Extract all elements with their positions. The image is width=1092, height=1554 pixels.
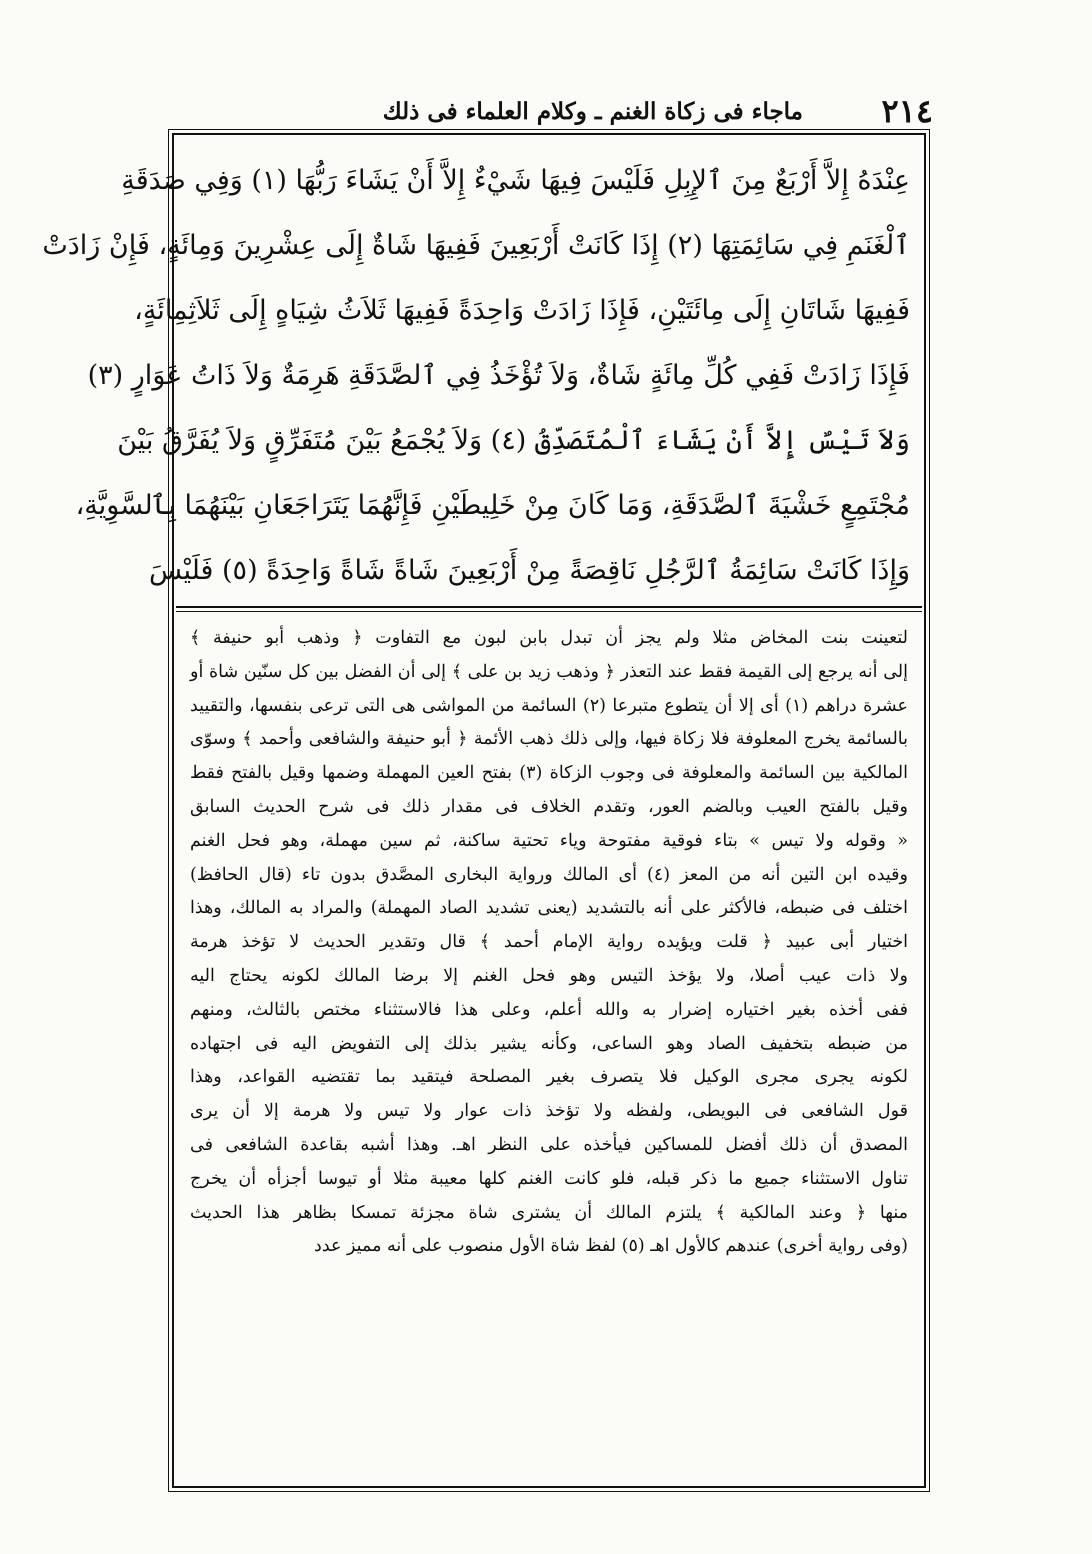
- footnote-line: وقيده ابن التين أنه من المعز (٤) أى المالك ورواية البخارى المصَّدق بدون تاء (قال الحافظ): [190, 864, 908, 885]
- hadith-line: ٱلْغَنَمِ فِي سَائِمَتِهَا (٢) إِذَا كَانَتْ أَرْبَعِينَ فَفِيهَا شَاةٌ إِلَى عِشْرِينَ وَمِائَةٍ، فَإِنْ زَادَتْ: [42, 230, 910, 261]
- footnote-line: إلى أنه يرجع إلى القيمة فقط عند التعذر ﴿ وذهب زيد بن على ﴾ إلى أن الفضل بين كل سنّين شاة أو: [190, 661, 908, 682]
- footnote-line: تناول الاستثناء جميع ما ذكر قبله، فلو كانت الغنم كلها معيبة مثلا أو تيوسا أجزأه أن يخرج: [190, 1168, 908, 1189]
- hadith-line: مُجْتَمِعٍ خَشْيَةَ ٱلصَّدَقَةِ، وَمَا كَانَ مِنْ خَلِيطَيْنِ فَإِنَّهُمَا يَتَرَاجَعَانِ بَيْنَهُمَا بِٱلسَّوِيَّةِ،: [75, 490, 910, 521]
- footnote-line: وقيل بالفتح العيب وبالضم العور، وتقدم الخلاف فى مقدار ذلك فى شرح الحديث السابق: [190, 796, 908, 817]
- hadith-line: عِنْدَهُ إِلاَّ أَرْبَعٌ مِنَ ٱلإِبِلِ فَلَيْسَ فِيهَا شَيْءٌ إِلاَّ أَنْ يَشَاءَ رَبُّهَا (١) وَفِي صَدَقَةِ: [121, 165, 910, 196]
- hadith-line: وَلاَ تَيْسٌ إِلاَّ أَنْ يَشَاءَ ٱلْمُتَصَدِّقُ (٤) وَلاَ يُجْمَعُ بَيْنَ مُتَفَرِّقٍ وَلاَ يُفَرَّقُ بَيْنَ: [117, 425, 910, 456]
- footnote-line: اختيار أبى عبيد ﴿ قلت ويؤيده رواية الإمام أحمد ﴾ قال وتقدير الحديث لا تؤخذ هرمة: [190, 932, 909, 953]
- footnote-line: (وفى رواية أخرى) عندهم كالأول اهـ (٥) لفظ شاة الأول منصوب على أنه مميز عدد: [314, 1236, 908, 1257]
- footnote-line: من ضبطه بتخفيف الصاد وهو الساعى، وكأنه يشير بذلك إلى التفويض اليه فى اجتهاده: [190, 1033, 908, 1054]
- footnote-line: لكونه يجرى مجرى الوكيل فلا يتصرف بغير المصلحة فيتقيد بما تقتضيه القواعد، وهذا: [190, 1067, 908, 1088]
- footnote-line: ففى أخذه بغير اختياره إضرار به والله أعلم، وعلى هذا فالاستثناء مختص بالثالث، ومنهم: [190, 999, 908, 1020]
- running-title: ماجاء فى زكاة الغنم ـ وكلام العلماء فى ذلك: [382, 98, 803, 125]
- footnote-line: قول الشافعى فى البويطى، ولفظه ولا تؤخذ ذات عوار ولا تيس ولا هرمة إلا أن يرى: [190, 1101, 908, 1122]
- footnote-line: اختلف فى ضبطه، فالأكثر على أنه بالتشديد (يعنى تشديد الصاد المهملة) والمراد به المالك، وهذا: [190, 898, 908, 919]
- page-header: [175, 92, 933, 132]
- hadith-line: فَإِذَا زَادَتْ فَفِي كُلِّ مِائَةٍ شَاةٌ، وَلاَ تُؤْخَذُ فِي ٱلصَّدَقَةِ هَرِمَةٌ وَلاَ ذَاتُ عَوَارٍ (٣): [87, 360, 910, 391]
- hadith-text: [42, 148, 910, 604]
- section-divider-inner: [176, 611, 922, 612]
- footnote-line: بالسائمة يخرج المعلوفة فلا زكاة فيها، وإلى ذلك ذهب الأئمة ﴿ أبو حنيفة والشافعى وأحمد ﴾ وسوّى: [190, 729, 908, 750]
- footnote-line: عشرة دراهم (١) أى إلا أن يتطوع متبرعا (٢) السائمة من المواشى هى التى ترعى بنفسها، والتقييد: [190, 695, 908, 716]
- footnote-line: المصدق أن ذلك أفضل للمساكين فيأخذه على النظر اهـ. وهذا أشبه بقاعدة الشافعى فى: [190, 1134, 908, 1155]
- footnote-line: « وقوله ولا تيس » بتاء فوقية مفتوحة وياء تحتية ساكنة، ثم سين مهملة، وهو فحل الغنم: [190, 830, 908, 851]
- hadith-line: فَفِيهَا شَاتَانِ إِلَى مِائَتَيْنِ، فَإِذَا زَادَتْ وَاحِدَةً فَفِيهَا ثَلاَثُ شِيَاهٍ إِلَى ثَلاَثِمِائَةٍ،: [134, 295, 910, 326]
- footnote-line: لتعينت بنت المخاض مثلا ولم يجز أن تبدل بابن لبون مع التفاوت ﴿ وذهب أبو حنيفة ﴾: [190, 628, 908, 648]
- commentary-footnotes: [190, 622, 908, 1482]
- page-number: ٢١٤: [881, 92, 933, 130]
- footnote-line: منها ﴿ وعند المالكية ﴾ يلتزم المالك أن يشترى شاة مجزئة تمسكا بظاهر هذا الحديث: [190, 1202, 908, 1223]
- hadith-line: وَإِذَا كَانَتْ سَائِمَةُ ٱلرَّجُلِ نَاقِصَةً مِنْ أَرْبَعِينَ شَاةً شَاةً وَاحِدَةً (٥) فَلَيْسَ: [149, 555, 910, 586]
- section-divider: [176, 606, 922, 608]
- footnote-line: ولا ذات عيب أصلا، ولا يؤخذ التيس وهو فحل الغنم إلا برضا المالك لكونه يحتاج اليه: [190, 965, 908, 986]
- footnote-line: المالكية بين السائمة والمعلوفة فى وجوب الزكاة (٣) بفتح العين المهملة وضمها وقيل بالفتح فقط: [190, 763, 908, 784]
